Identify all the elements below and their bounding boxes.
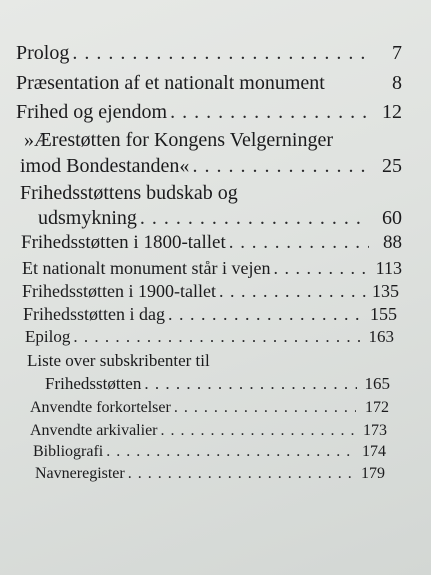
toc-entry-page: 163: [368, 327, 394, 346]
leader-dots: [192, 155, 369, 178]
toc-entry-title: Frihedsstøtten: [45, 374, 142, 393]
leader-dots: [73, 327, 361, 347]
toc-entry-title: Prolog: [16, 42, 70, 64]
toc-entry-aerestotten-line1: »Ærestøtten for Kongens Velgerninger: [24, 129, 334, 151]
toc-entry-budskab: [38, 207, 402, 230]
toc-entry-title: Frihedsstøtten i 1800-tallet: [21, 232, 226, 253]
toc-entry-page: 88: [383, 232, 402, 253]
toc-entry-title: Frihedsstøtten i 1900-tallet: [22, 281, 216, 301]
toc-entry-subskribenter-line1: Liste over subskribenter til: [27, 351, 210, 370]
toc-entry-page: 174: [362, 443, 386, 460]
toc-entry-title: udsmykning: [38, 207, 137, 229]
toc-entry-i-dag: [23, 304, 397, 325]
toc-entry-1900-tallet: [22, 281, 399, 302]
toc-entry-page: 25: [382, 155, 402, 177]
toc-entry-navneregister: [35, 465, 385, 483]
toc-entry-page: 135: [372, 281, 399, 301]
leader-dots: [229, 232, 369, 254]
toc-entry-frihed-og-ejendom: [16, 101, 402, 124]
toc-entry-title: Anvendte forkortelser: [30, 399, 171, 416]
toc-entry-nationalt-monument: [22, 258, 402, 279]
toc-entry-title: imod Bondestanden«: [20, 155, 190, 177]
toc-entry-title: Præsentation af et nationalt monument: [16, 72, 325, 94]
leader-dots: [219, 281, 366, 302]
toc-entry-title: Bibliografi: [33, 443, 104, 460]
leader-dots: [72, 42, 369, 65]
toc-entry-1800-tallet: [21, 232, 402, 254]
toc-entry-page: 173: [363, 422, 387, 439]
toc-entry-page: 165: [364, 374, 390, 393]
leader-dots: [140, 207, 369, 230]
leader-dots: [168, 304, 364, 325]
toc-entry-aerestotten: [20, 155, 402, 178]
toc-entry-praesentation: [16, 72, 402, 95]
toc-entry-forkortelser: [30, 399, 389, 417]
toc-entry-title: Navneregister: [35, 465, 125, 482]
toc-entry-budskab-line1: Frihedsstøttens budskab og: [20, 182, 238, 204]
toc-entry-page: 172: [365, 399, 389, 416]
leader-dots: [128, 465, 352, 483]
toc-entry-page: 155: [370, 304, 397, 324]
leader-dots: [106, 443, 353, 461]
toc-entry-page: 60: [382, 207, 402, 229]
toc-entry-page: 113: [375, 258, 402, 278]
toc-entry-arkivalier: [30, 422, 387, 440]
toc-entry-title: Frihedsstøtten i dag: [23, 304, 165, 324]
toc-entry-title: Anvendte arkivalier: [30, 422, 158, 439]
toc-entry-page: 12: [382, 101, 402, 123]
toc-entry-subskribenter: [45, 374, 390, 394]
toc-entry-page: 8: [392, 72, 402, 94]
toc-entry-title: Epilog: [25, 327, 71, 346]
leader-dots: [161, 422, 355, 440]
toc-entry-epilog: [25, 327, 394, 347]
leader-dots: [144, 374, 357, 394]
toc-entry-page: 7: [392, 42, 402, 64]
toc-entry-bibliografi: [33, 443, 386, 461]
leader-dots: [170, 101, 369, 124]
leader-dots: [174, 399, 356, 417]
toc-entry-title: Et nationalt monument står i vejen: [22, 258, 271, 278]
toc-entry-title: Frihed og ejendom: [16, 101, 168, 123]
toc-entry-prolog: [16, 42, 402, 65]
leader-dots: [273, 258, 369, 279]
toc-entry-page: 179: [361, 465, 385, 482]
